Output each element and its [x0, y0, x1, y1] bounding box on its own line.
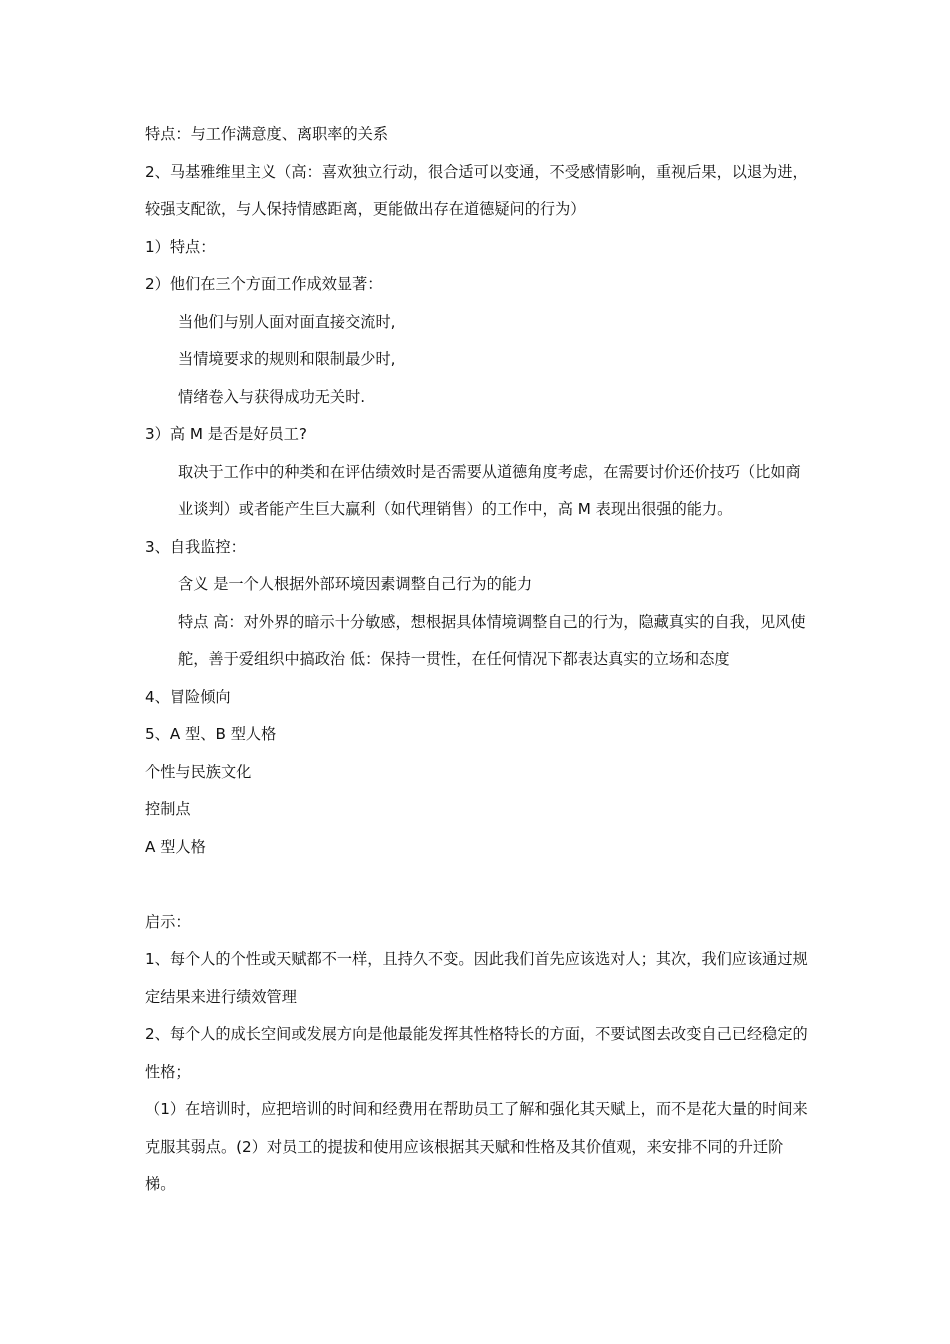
paragraph-machiavellianism: 2、马基雅维里主义（高：喜欢独立行动，很合适可以变通，不受感情影响，重视后果，以退为进，较强支配欲，与人保持情感距离，更能做出存在道德疑问的行为）: [145, 162, 808, 218]
paragraph-few-rules: 当情境要求的规则和限制最少时,: [178, 350, 396, 368]
paragraph-high-m-question: 3）高 M 是否是好员工?: [145, 425, 307, 443]
paragraph-locus-of-control: 控制点: [145, 800, 191, 818]
paragraph-insight-training: （1）在培训时，应把培训的时间和经费用在帮助员工了解和强化其天赋上，而不是花大量的时间来克服其弱点。(2）对员工的提拔和使用应该根据其天赋和性格及其价值观，来安排不同的升迁阶梯。: [145, 1100, 808, 1193]
paragraph-self-monitoring: 3、自我监控：: [145, 537, 246, 556]
paragraph-traits-relation: 特点：与工作满意度、离职率的关系: [145, 125, 388, 143]
paragraph-emotional-involvement: 情绪卷入与获得成功无关时.: [178, 387, 366, 406]
paragraph-insights-heading: 启示：: [145, 912, 191, 931]
paragraph-type-ab: 5、A 型、B 型人格: [145, 725, 277, 743]
paragraph-national-culture: 个性与民族文化: [145, 762, 252, 781]
paragraph-self-monitoring-meaning: 含义 是一个人根据外部环境因素调整自己行为的能力: [178, 575, 533, 593]
blank-line: [145, 866, 810, 904]
paragraph-risk-taking: 4、冒险倾向: [145, 687, 231, 706]
paragraph-insight-1: 1、每个人的个性或天赋都不一样，且持久不变。因此我们首先应该选对人；其次，我们应该通过规定结果来进行绩效管理: [145, 950, 808, 1006]
paragraph-traits-label: 1）特点：: [145, 237, 216, 256]
paragraph-face-to-face: 当他们与别人面对面直接交流时,: [178, 312, 396, 331]
paragraph-insight-2: 2、每个人的成长空间或发展方向是他最能发挥其性格特长的方面，不要试图去改变自己已经稳定的性格；: [145, 1025, 808, 1081]
paragraph-high-m-answer: 取决于工作中的种类和在评估绩效时是否需要从道德角度考虑，在需要讨价还价技巧（比如商业谈判）或者能产生巨大赢利（如代理销售）的工作中，高 M 表现出很强的能力。: [178, 462, 801, 518]
document-body: [145, 116, 810, 1204]
paragraph-type-a: A 型人格: [145, 837, 206, 856]
paragraph-self-monitoring-traits: 特点 高：对外界的暗示十分敏感，想根据具体情境调整自己的行为，隐藏真实的自我，见风使舵，善于爱组织中搞政治 低：保持一贯性，在任何情况下都表达真实的立场和态度: [178, 612, 806, 668]
paragraph-three-areas: 2）他们在三个方面工作成效显著：: [145, 275, 383, 293]
